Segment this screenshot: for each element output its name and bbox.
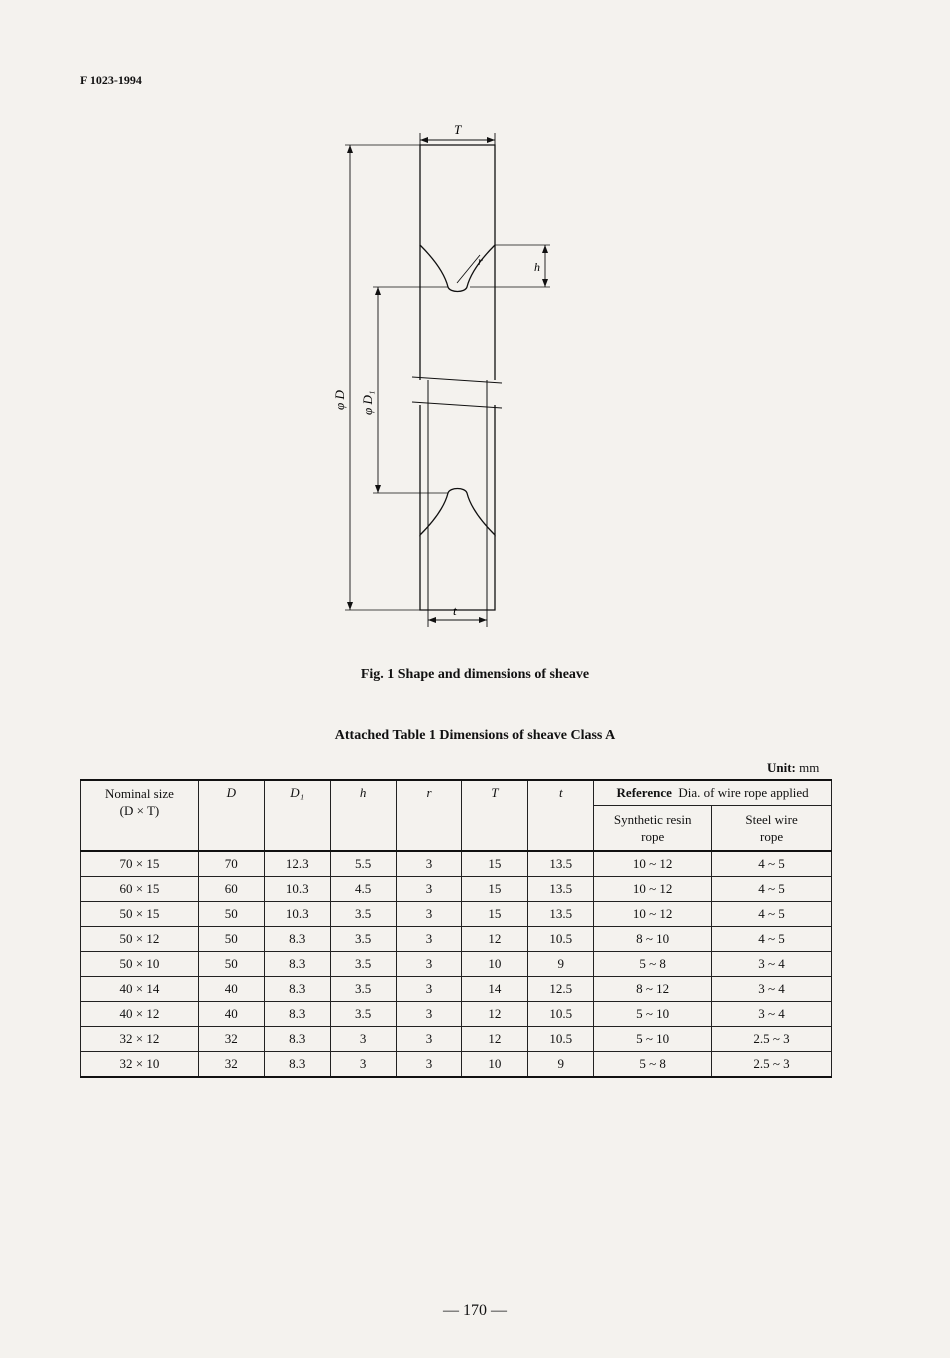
cell-t: 10.5: [528, 927, 594, 952]
cell-T: 15: [462, 877, 528, 902]
cell-h: 3: [330, 1052, 396, 1078]
unit-value: mm: [799, 760, 820, 775]
cell-t: 9: [528, 952, 594, 977]
table-row: [81, 977, 832, 1002]
cell-r: 3: [396, 851, 462, 877]
cell-steel: 4 ~ 5: [712, 902, 832, 927]
label-h: h: [534, 260, 540, 274]
table-row: [81, 952, 832, 977]
cell-T: 12: [462, 1002, 528, 1027]
cell-synthetic: 8 ~ 10: [594, 927, 712, 952]
cell-steel: 3 ~ 4: [712, 1002, 832, 1027]
cell-D1: 8.3: [264, 952, 330, 977]
cell-h: 4.5: [330, 877, 396, 902]
cell-T: 15: [462, 902, 528, 927]
cell-D1: 8.3: [264, 1027, 330, 1052]
cell-D1: 8.3: [264, 927, 330, 952]
cell-t: 9: [528, 1052, 594, 1078]
cell-T: 15: [462, 851, 528, 877]
cell-T: 12: [462, 1027, 528, 1052]
cell-D: 40: [198, 1002, 264, 1027]
header-h: h: [330, 780, 396, 851]
header-nominal-size: Nominal size (D × T): [81, 780, 199, 851]
cell-r: 3: [396, 877, 462, 902]
cell-steel: 3 ~ 4: [712, 977, 832, 1002]
cell-synthetic: 10 ~ 12: [594, 851, 712, 877]
cell-r: 3: [396, 1002, 462, 1027]
cell-T: 14: [462, 977, 528, 1002]
label-D1: φ D₁: [360, 390, 375, 415]
standard-id: F 1023-1994: [80, 73, 142, 87]
cell-r: 3: [396, 952, 462, 977]
cell-r: 3: [396, 902, 462, 927]
table-row: [81, 1002, 832, 1027]
cell-steel: 4 ~ 5: [712, 927, 832, 952]
cell-D1: 8.3: [264, 1002, 330, 1027]
cell-steel: 4 ~ 5: [712, 851, 832, 877]
table-row: [81, 902, 832, 927]
header-t: t: [528, 780, 594, 851]
table-row: [81, 1027, 832, 1052]
cell-synthetic: 5 ~ 8: [594, 1052, 712, 1078]
cell-synthetic: 5 ~ 8: [594, 952, 712, 977]
dimensions-table: [80, 779, 832, 1078]
cell-T: 12: [462, 927, 528, 952]
unit-note: [767, 760, 819, 776]
cell-steel: 2.5 ~ 3: [712, 1027, 832, 1052]
cell-r: 3: [396, 1052, 462, 1078]
cell-synthetic: 5 ~ 10: [594, 1002, 712, 1027]
figure-caption: Fig. 1 Shape and dimensions of sheave: [360, 667, 590, 682]
cell-h: 3.5: [330, 977, 396, 1002]
cell-T: 10: [462, 952, 528, 977]
cell-D: 50: [198, 902, 264, 927]
cell-nominal: 32 × 12: [81, 1027, 199, 1052]
cell-steel: 2.5 ~ 3: [712, 1052, 832, 1078]
label-D: φ D: [332, 390, 347, 410]
cell-D: 32: [198, 1027, 264, 1052]
table-title: Attached Table 1 Dimensions of sheave Class A: [334, 728, 616, 743]
label-T: T: [454, 122, 462, 137]
sheave-drawing: [320, 115, 620, 685]
cell-nominal: 32 × 10: [81, 1052, 199, 1078]
cell-synthetic: 10 ~ 12: [594, 902, 712, 927]
cell-D: 40: [198, 977, 264, 1002]
cell-T: 10: [462, 1052, 528, 1078]
cell-D1: 10.3: [264, 877, 330, 902]
cell-t: 13.5: [528, 902, 594, 927]
cell-h: 5.5: [330, 851, 396, 877]
cell-r: 3: [396, 927, 462, 952]
label-r: r: [478, 254, 483, 268]
table-row: [81, 1052, 832, 1078]
cell-synthetic: 8 ~ 12: [594, 977, 712, 1002]
header-D1: D₁: [264, 780, 330, 851]
cell-steel: 3 ~ 4: [712, 952, 832, 977]
cell-steel: 4 ~ 5: [712, 877, 832, 902]
cell-h: 3.5: [330, 952, 396, 977]
cell-D: 60: [198, 877, 264, 902]
dim-r-leader: [457, 255, 480, 283]
sheave-upper-outline: [420, 145, 495, 292]
cell-h: 3.5: [330, 1002, 396, 1027]
cell-synthetic: 5 ~ 10: [594, 1027, 712, 1052]
cell-D1: 10.3: [264, 902, 330, 927]
cell-nominal: 40 × 14: [81, 977, 199, 1002]
cell-r: 3: [396, 977, 462, 1002]
header-reference: Reference Dia. of wire rope applied: [594, 780, 832, 806]
cell-nominal: 50 × 10: [81, 952, 199, 977]
cell-t: 13.5: [528, 877, 594, 902]
table-row: [81, 851, 832, 877]
cell-nominal: 50 × 15: [81, 902, 199, 927]
cell-r: 3: [396, 1027, 462, 1052]
cell-nominal: 60 × 15: [81, 877, 199, 902]
cell-D1: 12.3: [264, 851, 330, 877]
cell-t: 12.5: [528, 977, 594, 1002]
cell-D: 32: [198, 1052, 264, 1078]
cell-nominal: 70 × 15: [81, 851, 199, 877]
header-D: D: [198, 780, 264, 851]
cell-nominal: 40 × 12: [81, 1002, 199, 1027]
cell-h: 3.5: [330, 902, 396, 927]
header-r: r: [396, 780, 462, 851]
cell-t: 10.5: [528, 1002, 594, 1027]
cell-D1: 8.3: [264, 977, 330, 1002]
table-row: [81, 927, 832, 952]
header-synthetic-rope: Synthetic resin rope: [594, 806, 712, 852]
label-t: t: [453, 603, 457, 618]
page-number: — 170 —: [443, 1302, 507, 1319]
cell-t: 10.5: [528, 1027, 594, 1052]
cell-nominal: 50 × 12: [81, 927, 199, 952]
cell-D: 70: [198, 851, 264, 877]
sheave-lower-outline: [420, 405, 495, 535]
header-steel-rope: Steel wire rope: [712, 806, 832, 852]
cell-D1: 8.3: [264, 1052, 330, 1078]
cell-h: 3.5: [330, 927, 396, 952]
header-T: T: [462, 780, 528, 851]
unit-label: Unit:: [767, 760, 796, 775]
cell-D: 50: [198, 952, 264, 977]
cell-D: 50: [198, 927, 264, 952]
cell-h: 3: [330, 1027, 396, 1052]
cell-synthetic: 10 ~ 12: [594, 877, 712, 902]
table-row: [81, 877, 832, 902]
cell-t: 13.5: [528, 851, 594, 877]
